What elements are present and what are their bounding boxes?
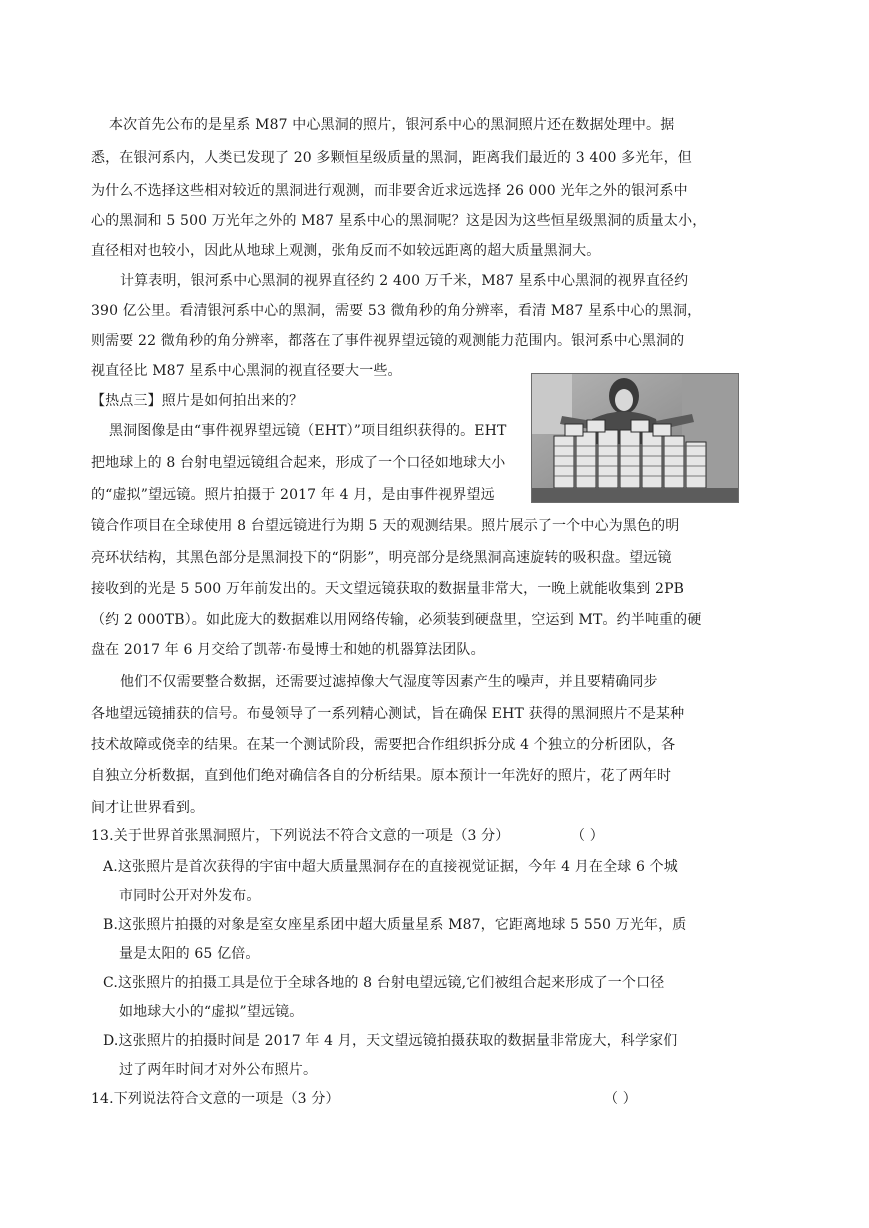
p3-line: 接收到的光是 5 500 万年前发出的。天文望远镜获取的数据量非常大，一晚上就能收集到 2PB (91, 581, 685, 597)
p3-line: 把地球上的 8 台射电望远镜组合起来，形成了一个口径如地球大小 (91, 455, 506, 471)
question-13-answer-blank[interactable]: （ ） (571, 828, 604, 844)
p1-line: 本次首先公布的是星系 M87 中心黑洞的照片，银河系中心的黑洞照片还在数据处理中。据 (109, 117, 675, 133)
p4-line: 间才让世界看到。 (91, 800, 205, 816)
question-13-option-b-cont: 量是太阳的 65 亿倍。 (119, 946, 260, 962)
p4-line: 技术故障或侥幸的结果。在某一个测试阶段，需要把合作组织拆分成 4 个独立的分析团队，各 (91, 737, 676, 753)
person-with-hard-drives-photo (531, 373, 739, 503)
question-13-option-c-cont: 如地球大小的“虚拟”望远镜。 (119, 1004, 304, 1020)
p1-line: 悉，在银河系内，人类已发现了 20 多颗恒星级质量的黑洞，距离我们最近的 3 400 多光年，但 (91, 150, 692, 166)
p2-line: 视直径比 M87 星系中心黑洞的视直径要大一些。 (91, 363, 402, 379)
p1-line: 直径相对也较小，因此从地球上观测，张角反而不如较远距离的超大质量黑洞大。 (91, 243, 601, 259)
section-heading: 【热点三】照片是如何拍出来的？ (91, 393, 304, 409)
photo-illustration (532, 374, 738, 502)
p3-line: 镜合作项目在全球使用 8 台望远镜进行为期 5 天的观测结果。照片展示了一个中心为黑色的明 (91, 518, 680, 534)
question-13-option-d: D.这张照片的拍摄时间是 2017 年 4 月，天文望远镜拍摄获取的数据量非常庞大，科学家们 (103, 1033, 678, 1049)
question-13-option-d-cont: 过了两年时间才对外公布照片。 (119, 1062, 318, 1078)
question-13-option-c: C.这张照片的拍摄工具是位于全球各地的 8 台射电望远镜,它们被组合起来形成了一个口径 (103, 975, 665, 991)
p4-line: 自独立分析数据，直到他们绝对确信各自的分析结果。原本预计一年洗好的照片，花了两年时 (91, 768, 672, 784)
p1-line: 为什么不选择这些相对较近的黑洞进行观测，而非要舍近求远选择 26 000 光年之外的银河系中 (91, 183, 688, 199)
p3-line: 的“虚拟”望远镜。照片拍摄于 2017 年 4 月，是由事件视界望远 (91, 487, 495, 503)
question-13-option-a: A.这张照片是首次获得的宇宙中超大质量黑洞存在的直接视觉证据，今年 4 月在全球 6 个城 (103, 859, 678, 875)
p3-line: （约 2 000TB）。如此庞大的数据难以用网络传输，必须装到硬盘里，空运到 MT。约半吨重的硬 (91, 612, 702, 628)
p2-line: 则需要 22 微角秒的角分辨率，都落在了事件视界望远镜的观测能力范围内。银河系中心黑洞的 (91, 333, 685, 349)
question-13-stem: 13.关于世界首张黑洞照片，下列说法不符合文意的一项是（3 分） (91, 828, 510, 844)
p1-line: 心的黑洞和 5 500 万光年之外的 M87 星系中心的黑洞呢？这是因为这些恒星级黑洞的质量太小， (91, 213, 707, 229)
question-14-answer-blank[interactable]: （ ） (604, 1091, 637, 1107)
question-13-option-b: B.这张照片拍摄的对象是室女座星系团中超大质量星系 M87，它距离地球 5 550 万光年，质 (103, 917, 687, 933)
p2-line: 390 亿公里。看清银河系中心的黑洞，需要 53 微角秒的角分辨率，看清 M87 星系中心的黑洞， (91, 303, 702, 319)
question-14-stem: 14.下列说法符合文意的一项是（3 分） (91, 1091, 340, 1107)
p2-line: 计算表明，银河系中心黑洞的视界直径约 2 400 万千米，M87 星系中心黑洞的视界直径约 (120, 273, 689, 289)
p3-line: 黑洞图像是由“事件视界望远镜（EHT）”项目组织获得的。EHT (109, 423, 507, 439)
p3-line: 亮环状结构，其黑色部分是黑洞投下的“阴影”，明亮部分是绕黑洞高速旋转的吸积盘。望远镜 (91, 550, 672, 566)
p3-line: 盘在 2017 年 6 月交给了凯蒂·布曼博士和她的机器算法团队。 (91, 642, 485, 658)
question-13-option-a-cont: 市同时公开对外发布。 (119, 888, 261, 904)
p4-line: 各地望远镜捕获的信号。布曼领导了一系列精心测试，旨在确保 EHT 获得的黑洞照片不是某种 (91, 706, 685, 722)
p4-line: 他们不仅需要整合数据，还需要过滤掉像大气湿度等因素产生的噪声，并且要精确同步 (120, 674, 658, 690)
